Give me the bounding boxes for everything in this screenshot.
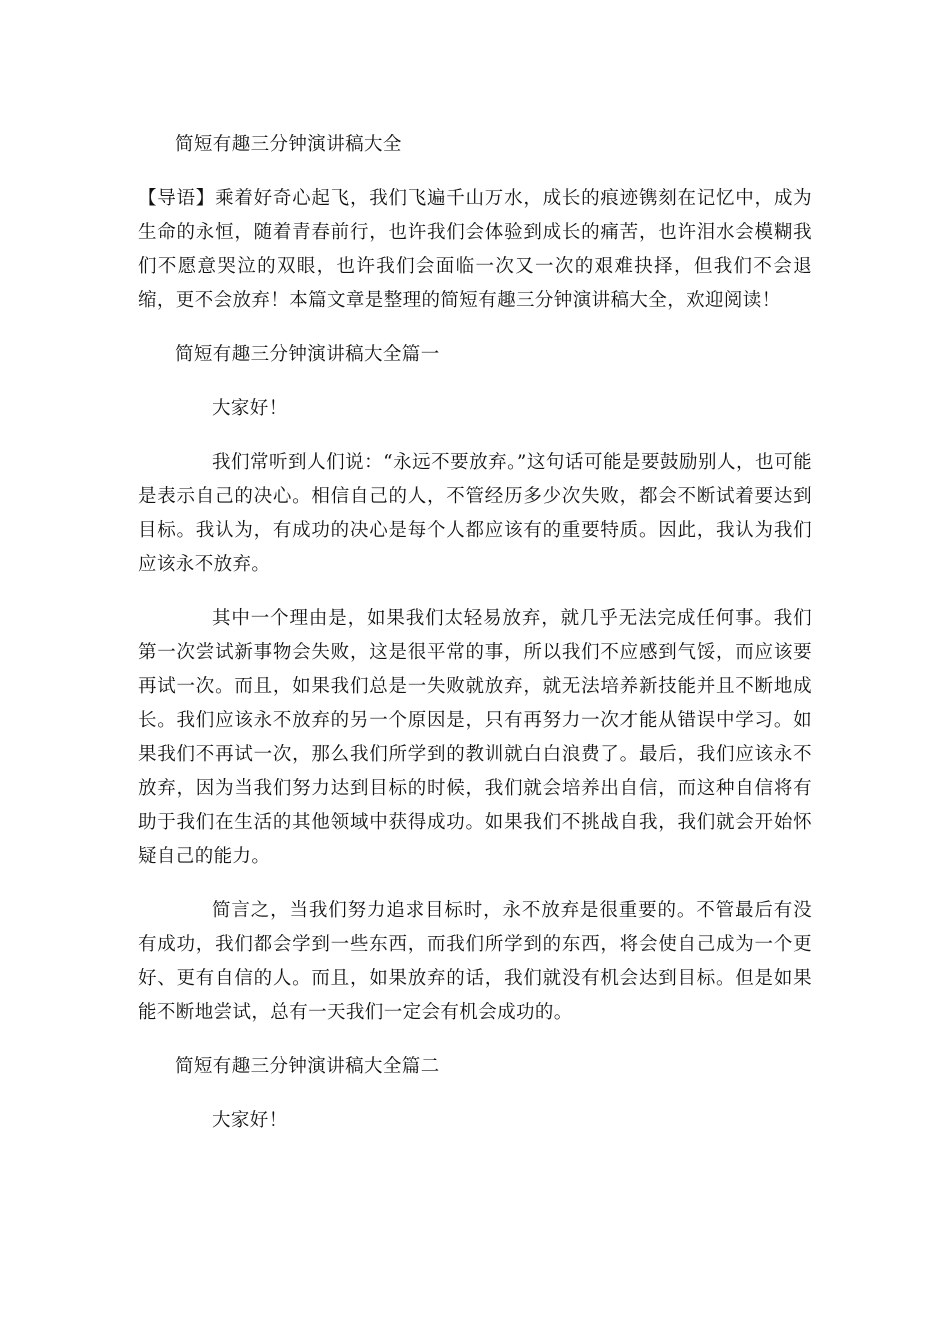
section-heading-1: 简短有趣三分钟演讲稿大全篇一 xyxy=(175,344,440,365)
greeting-2: 大家好！ xyxy=(212,1110,288,1131)
body-paragraph-2: 其中一个理由是，如果我们太轻易放弃，就几乎无法完成任何事。我们第一次尝试新事物会失败，这是很平常的事，所以我们不应感到气馁，而应该要再试一次。而且，如果我们总是一失败就放弃，就无法培养新技能并且不断地成长。我们应该永不放弃的另一个原因是，只有再努力一次才能从错误中学习。如果我们不再试一次，那么我们所学到的教训就白白浪费了。最后，我们应该永不放弃，因为当我们努力达到目标的时候，我们就会培养出自信，而这种自信将有助于我们在生活的其他领域中获得成功。如果我们不挑战自我，我们就会开始怀疑自己的能力。 xyxy=(138,608,812,867)
section-heading-2: 简短有趣三分钟演讲稿大全篇二 xyxy=(175,1056,440,1077)
body-paragraph-3: 简言之，当我们努力追求目标时，永不放弃是很重要的。不管最后有没有成功，我们都会学到一些东西，而我们所学到的东西，将会使自己成为一个更好、更有自信的人。而且，如果放弃的话，我们就没有机会达到目标。但是如果能不断地尝试，总有一天我们一定会有机会成功的。 xyxy=(138,900,812,1023)
body-paragraph-1: 我们常听到人们说：“永远不要放弃。”这句话可能是要鼓励别人，也可能是表示自己的决心。相信自己的人，不管经历多少次失败，都会不断试着要达到目标。我认为，有成功的决心是每个人都应该有的重要特质。因此，我认为我们应该永不放弃。 xyxy=(138,452,812,575)
document-page xyxy=(138,128,812,1138)
document-title: 简短有趣三分钟演讲稿大全 xyxy=(175,134,402,155)
lead-paragraph: 【导语】乘着好奇心起飞，我们飞遍千山万水，成长的痕迹镌刻在记忆中，成为生命的永恒，随着青春前行，也许我们会体验到成长的痛苦，也许泪水会模糊我们不愿意哭泣的双眼，也许我们会面临一次又一次的艰难抉择，但我们不会退缩，更不会放弃！本篇文章是整理的简短有趣三分钟演讲稿大全，欢迎阅读！ xyxy=(138,188,812,311)
greeting-1: 大家好！ xyxy=(212,398,288,419)
